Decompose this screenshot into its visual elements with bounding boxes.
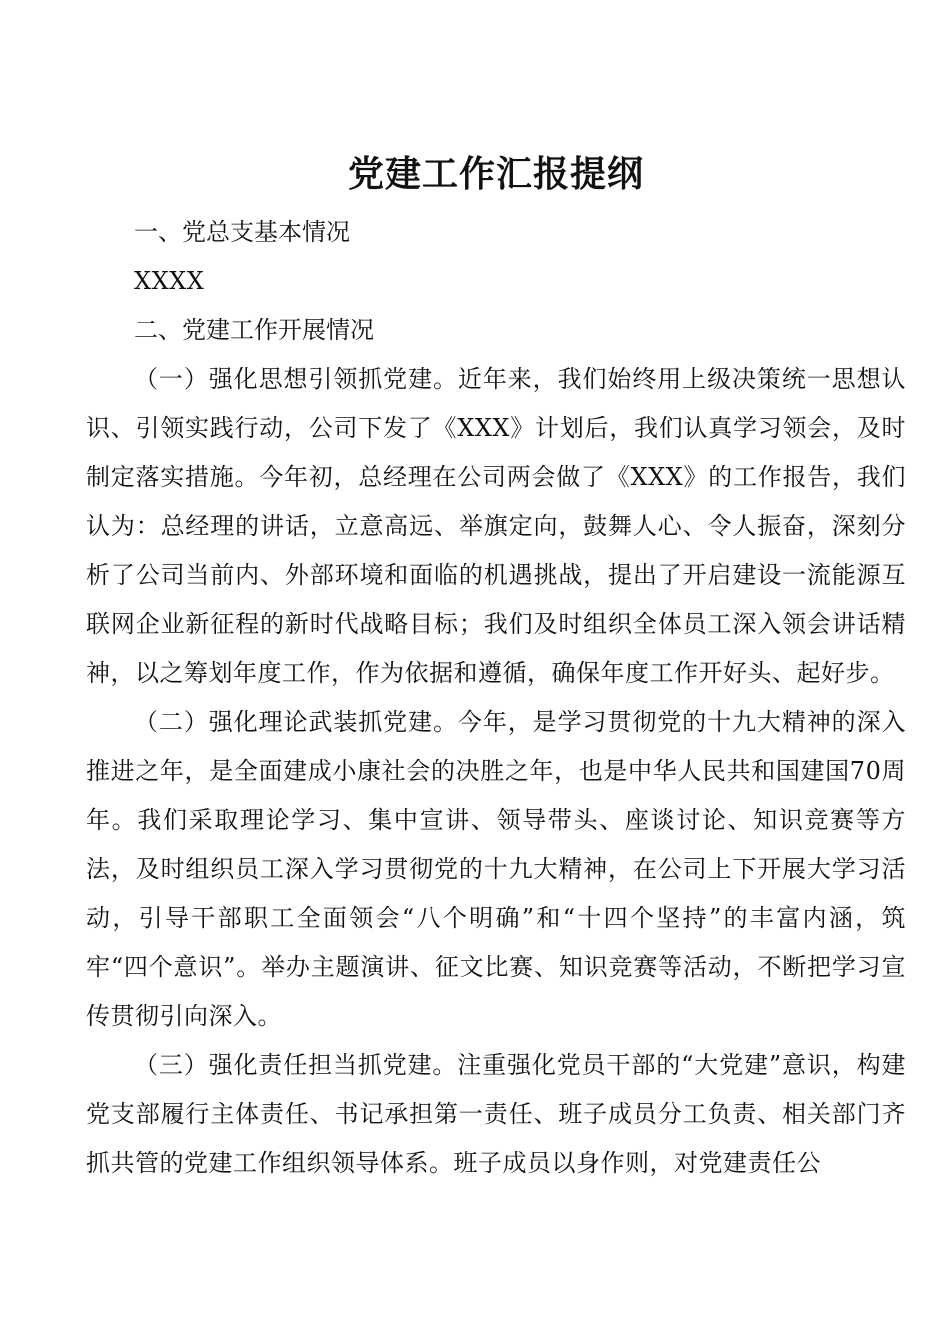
document-page bbox=[86, 150, 906, 1188]
paragraph-ideology: （一）强化思想引领抓党建。近年来，我们始终用上级决策统一思想认识、引领实践行动，公司下发了《XXX》计划后，我们认真学习领会，及时制定落实措施。今年初，总经理在公司两会做了《XXX》的工作报告，我们认为：总经理的讲话，立意高远、举旗定向，鼓舞人心、令人振奋，深刻分析了公司当前内、外部环境和面临的机遇挑战，提出了开启建设一流能源互联网企业新征程的新时代战略目标；我们及时组织全体员工深入领会讲话精神，以之筹划年度工作，作为依据和遵循，确保年度工作开好头、起好步。 bbox=[86, 365, 906, 687]
section-heading-work-progress: 二、党建工作开展情况 bbox=[134, 316, 374, 344]
paragraph-responsibility: （三）强化责任担当抓党建。注重强化党员干部的“大党建”意识，构建党支部履行主体责任、书记承担第一责任、班子成员分工负责、相关部门齐抓共管的党建工作组织领导体系。班子成员以身作则，对党建责任公 bbox=[86, 1051, 906, 1177]
document-title: 党建工作汇报提纲 bbox=[347, 153, 644, 195]
section-heading-basic-info: 一、党总支基本情况 bbox=[134, 218, 350, 246]
section-body-basic-info: XXXX bbox=[134, 267, 205, 295]
paragraph-theory: （二）强化理论武装抓党建。今年，是学习贯彻党的十九大精神的深入推进之年，是全面建成小康社会的决胜之年，也是中华人民共和国建国70周年。我们采取理论学习、集中宣讲、领导带头、座谈讨论、知识竞赛等方法，及时组织员工深入学习贯彻党的十九大精神，在公司上下开展大学习活动，引导干部职工全面领会“八个明确”和“十四个坚持”的丰富内涵，筑牢“四个意识”。举办主题演讲、征文比赛、知识竞赛等活动，不断把学习宣传贯彻引向深入。 bbox=[86, 708, 906, 1030]
